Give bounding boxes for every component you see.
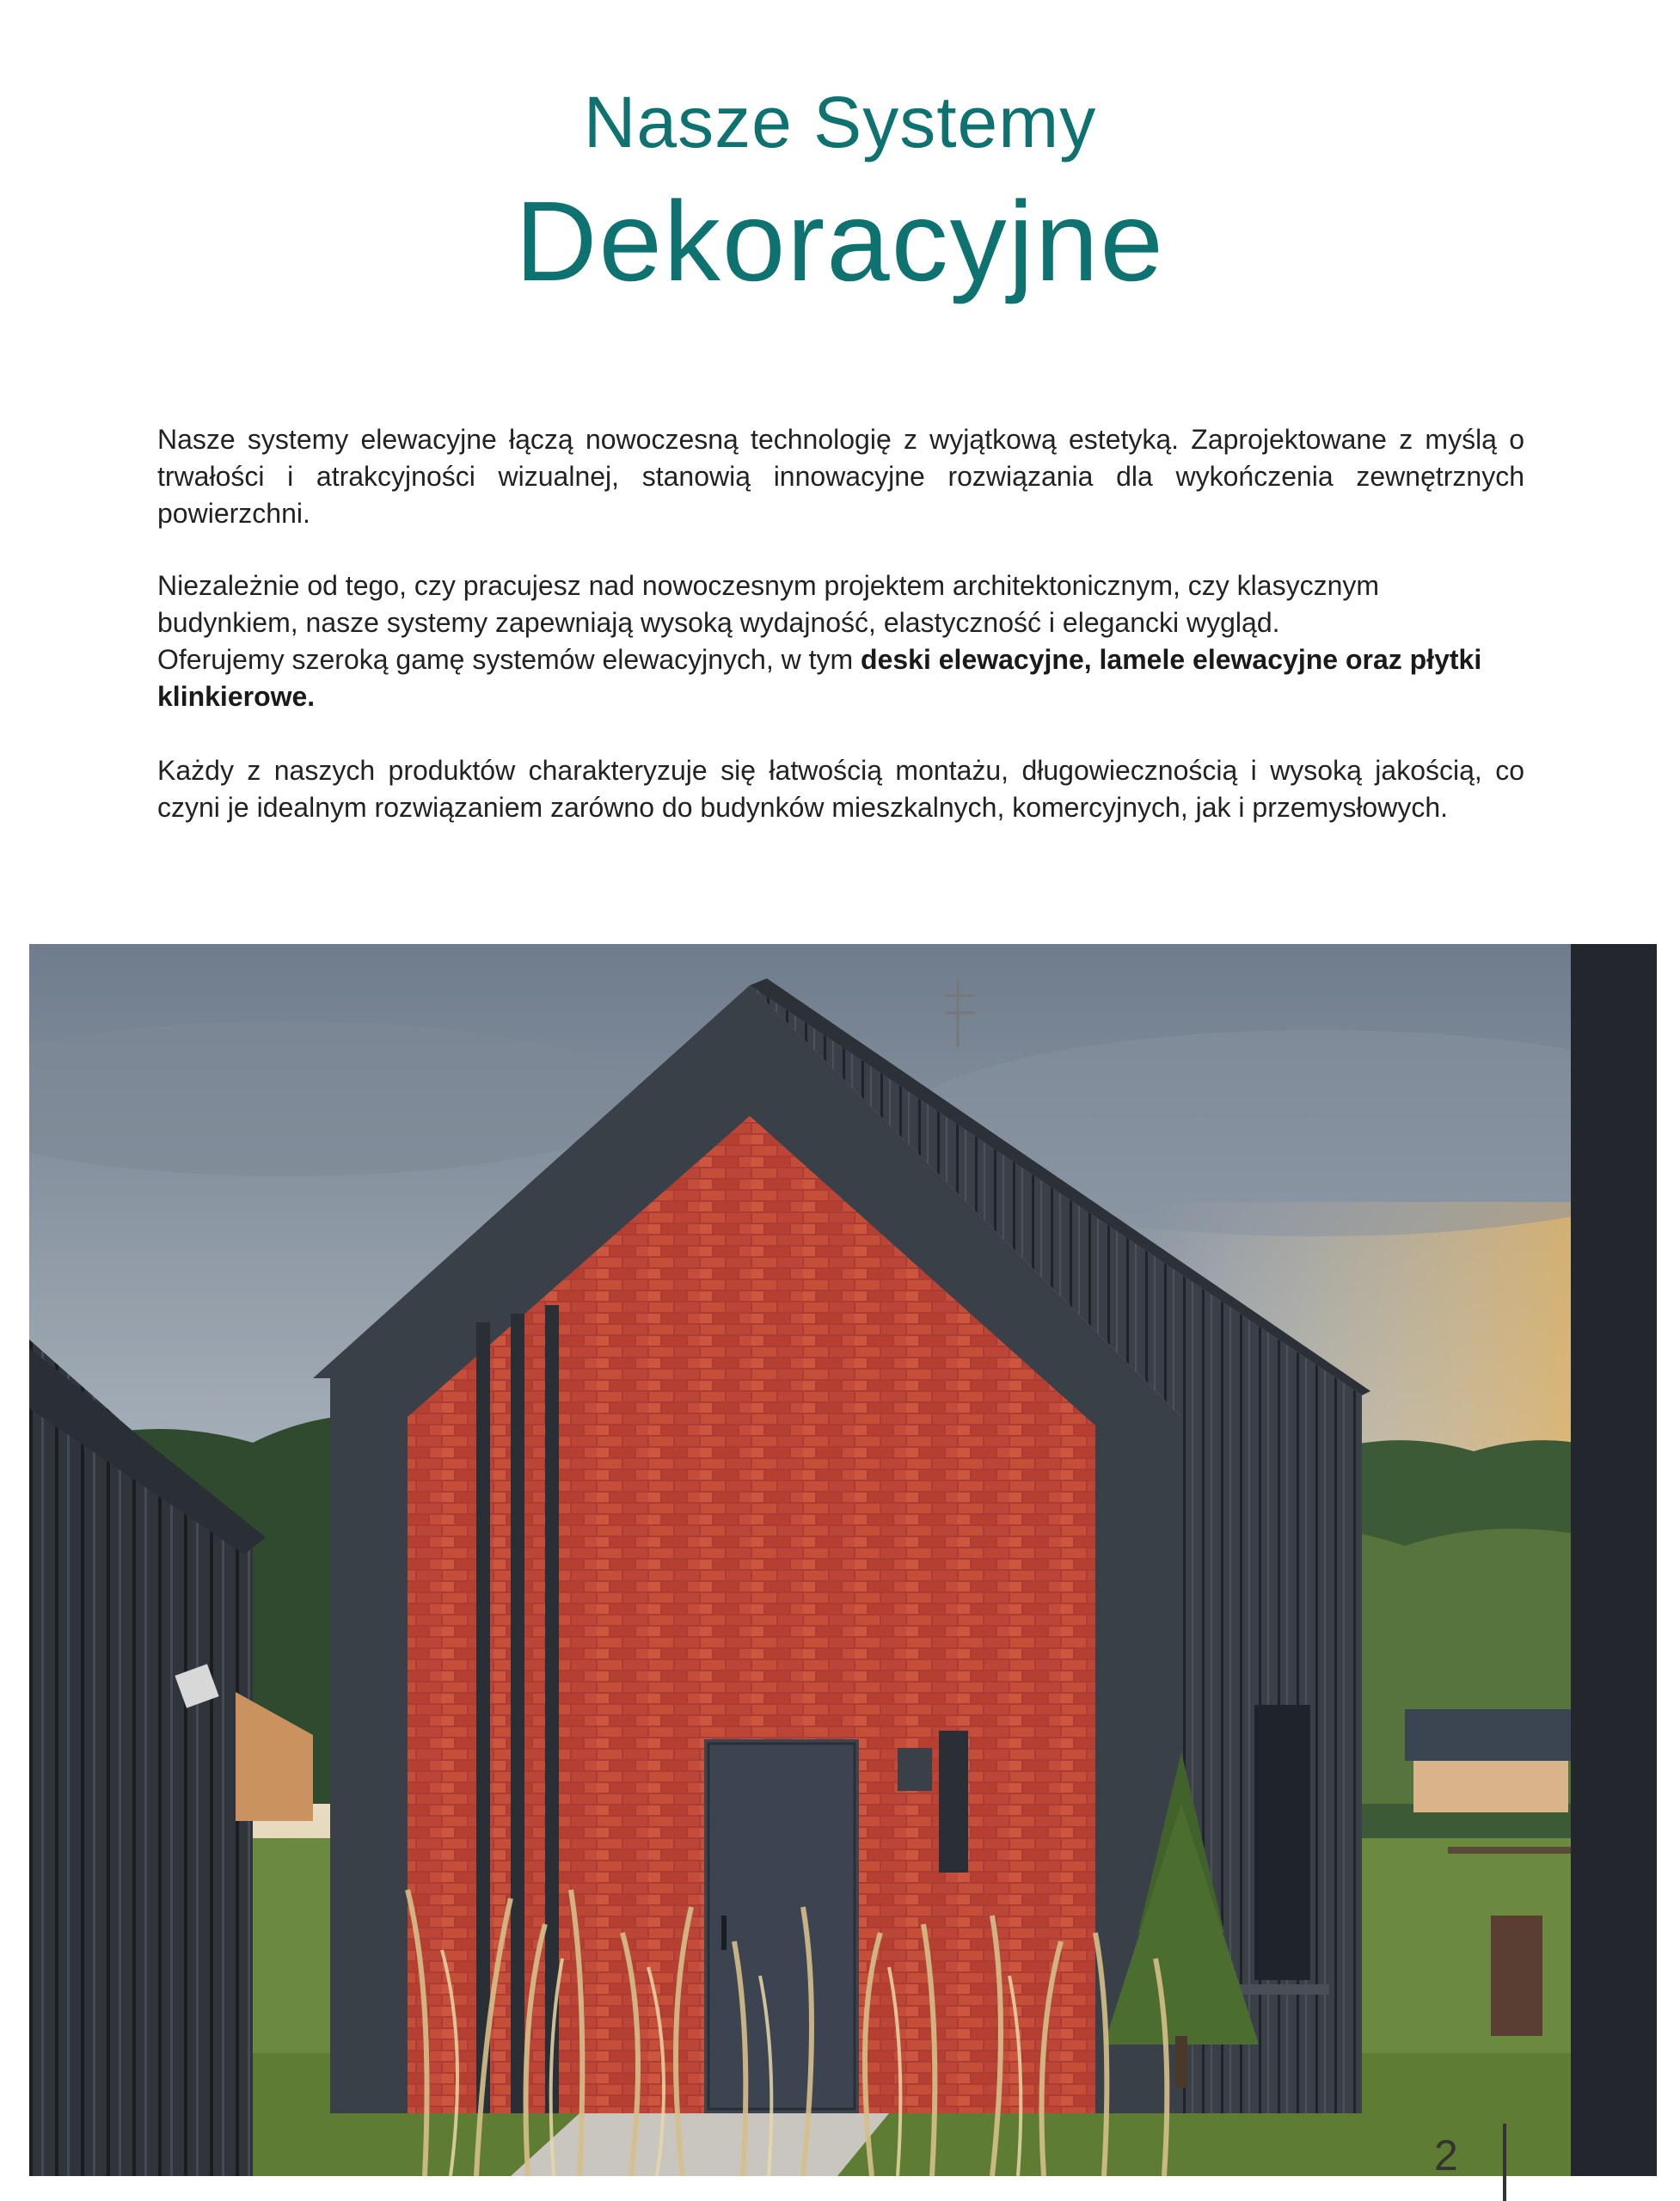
- page-number-divider: [1503, 2124, 1506, 2201]
- paragraph-2: Niezależnie od tego, czy pracujesz nad nowoczesnym projektem architektonicznym, czy klasycznym budynkiem, nasze systemy zapewniają wysoką wydajność, elastyczność i elegancki wygląd.: [157, 570, 1380, 638]
- paragraph-3-products: deski elewacyjne, lamele elewacyjne oraz płytki klinkierowe.: [157, 644, 1482, 712]
- paragraph-3: [157, 641, 1524, 715]
- page-number: 2: [1434, 2131, 1458, 2180]
- page-title: Dekoracyjne: [515, 178, 1165, 304]
- systems-paragraph: [157, 567, 1524, 715]
- paragraph-1: Nasze systemy elewacyjne łączą nowoczesną technologię z wyjątkową estetyką. Zaprojektowane z myślą o trwałości i atrakcyjności wizualnej, stanowią innowacyjne rozwiązania dla wykończenia zewnętrznych powierzchni.: [157, 424, 1524, 529]
- paragraph-3-intro: Oferujemy szeroką gamę systemów elewacyjnych, w tym: [157, 644, 861, 675]
- paragraph-4: Każdy z naszych produktów charakteryzuje się łatwością montażu, długowiecznością i wysoką jakością, co czyni je idealnym rozwiązaniem zarówno do budynków mieszkalnych, komercyjnych, jak i przemysłowych.: [157, 755, 1524, 823]
- intro-paragraph: [157, 421, 1524, 532]
- house-photo: [29, 944, 1657, 2176]
- benefits-paragraph: [157, 752, 1524, 826]
- heading-line-1: Nasze Systemy: [583, 82, 1097, 162]
